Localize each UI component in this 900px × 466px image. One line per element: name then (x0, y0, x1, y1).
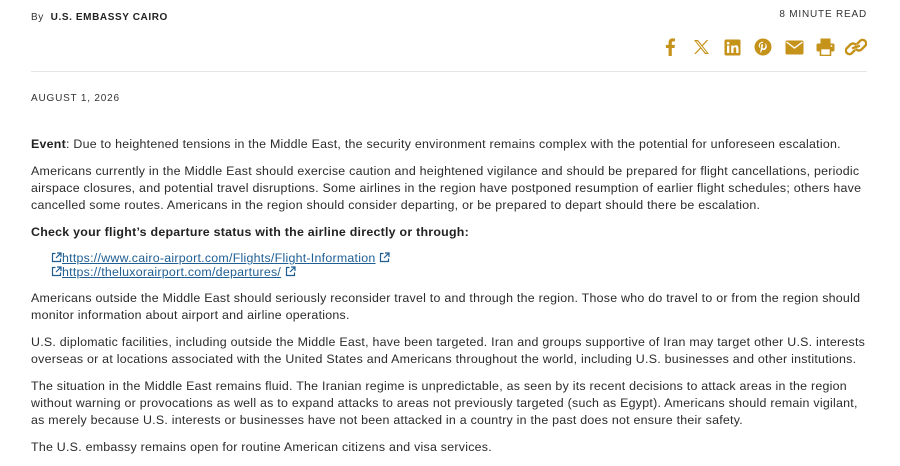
divider (31, 71, 867, 72)
paragraph: The situation in the Middle East remains fluid. The Iranian regime is unpredictable, as seen by its recent decisions to attack areas in the region without warning or provocations as well as to expand attacks to areas not previously targeted (such as Egypt). Americans should remain vigilant, as merely because U.S. interests or businesses have not been attacked in a country in the past does not ensure their safety. (31, 379, 858, 427)
event-paragraph (31, 136, 871, 153)
read-time: 8 MINUTE READ (779, 9, 867, 20)
external-link-icon (379, 252, 390, 263)
external-link-icon (51, 266, 62, 277)
email-icon[interactable] (783, 36, 805, 58)
check-heading-text: Check your flight’s departure status with the airline directly or through: (31, 225, 470, 240)
luxor-airport-link[interactable] (51, 265, 281, 279)
pinterest-icon[interactable] (752, 36, 774, 58)
link-text[interactable]: https://www.cairo-airport.com/Flights/Flight-Information (62, 251, 376, 266)
airport-links (31, 251, 871, 279)
by-label: By (31, 12, 44, 23)
event-label: Event (31, 137, 66, 151)
print-icon[interactable] (814, 36, 836, 58)
cairo-airport-link[interactable] (51, 251, 376, 265)
event-text: : Due to heightened tensions in the Middle East, the security environment remains complex with the potential for unforeseen escalation. (66, 137, 841, 151)
check-heading (31, 224, 871, 241)
linkedin-icon[interactable] (721, 36, 743, 58)
link-icon[interactable] (845, 36, 867, 58)
external-link-icon (51, 252, 62, 263)
publish-date: AUGUST 1, 2026 (31, 93, 120, 104)
external-link-icon (285, 266, 296, 277)
list-item (51, 265, 871, 279)
list-item (51, 251, 871, 265)
paragraph: U.S. diplomatic facilities, including outside the Middle East, have been targeted. Iran and groups supportive of Iran may target other U.S. interests overseas or at locations associated with the United States and Americans throughout the world, including U.S. businesses and other institutions. (31, 335, 866, 366)
byline (31, 12, 168, 23)
author-name[interactable]: U.S. EMBASSY CAIRO (50, 12, 168, 23)
article-body (31, 136, 871, 466)
paragraph: The U.S. embassy remains open for routine American citizens and visa services. (31, 440, 492, 455)
paragraph: Americans outside the Middle East should seriously reconsider travel to and through the region. Those who do travel to or from the region should monitor information about airport and airline operations. (31, 290, 861, 322)
link-text[interactable]: https://theluxorairport.com/departures/ (62, 265, 282, 280)
paragraph: Americans currently in the Middle East should exercise caution and heightened vigilance and should be prepared for flight cancellations, periodic airspace closures, and potential travel disruptions. Some airlines in the region have postponed resumption of earlier flight schedules; others have cancelled some routes. Americans in the region should consider departing, or be prepared to depart should there be escalation. (31, 164, 862, 212)
x-icon[interactable] (690, 36, 712, 58)
share-bar (659, 36, 867, 58)
facebook-icon[interactable] (659, 36, 681, 58)
